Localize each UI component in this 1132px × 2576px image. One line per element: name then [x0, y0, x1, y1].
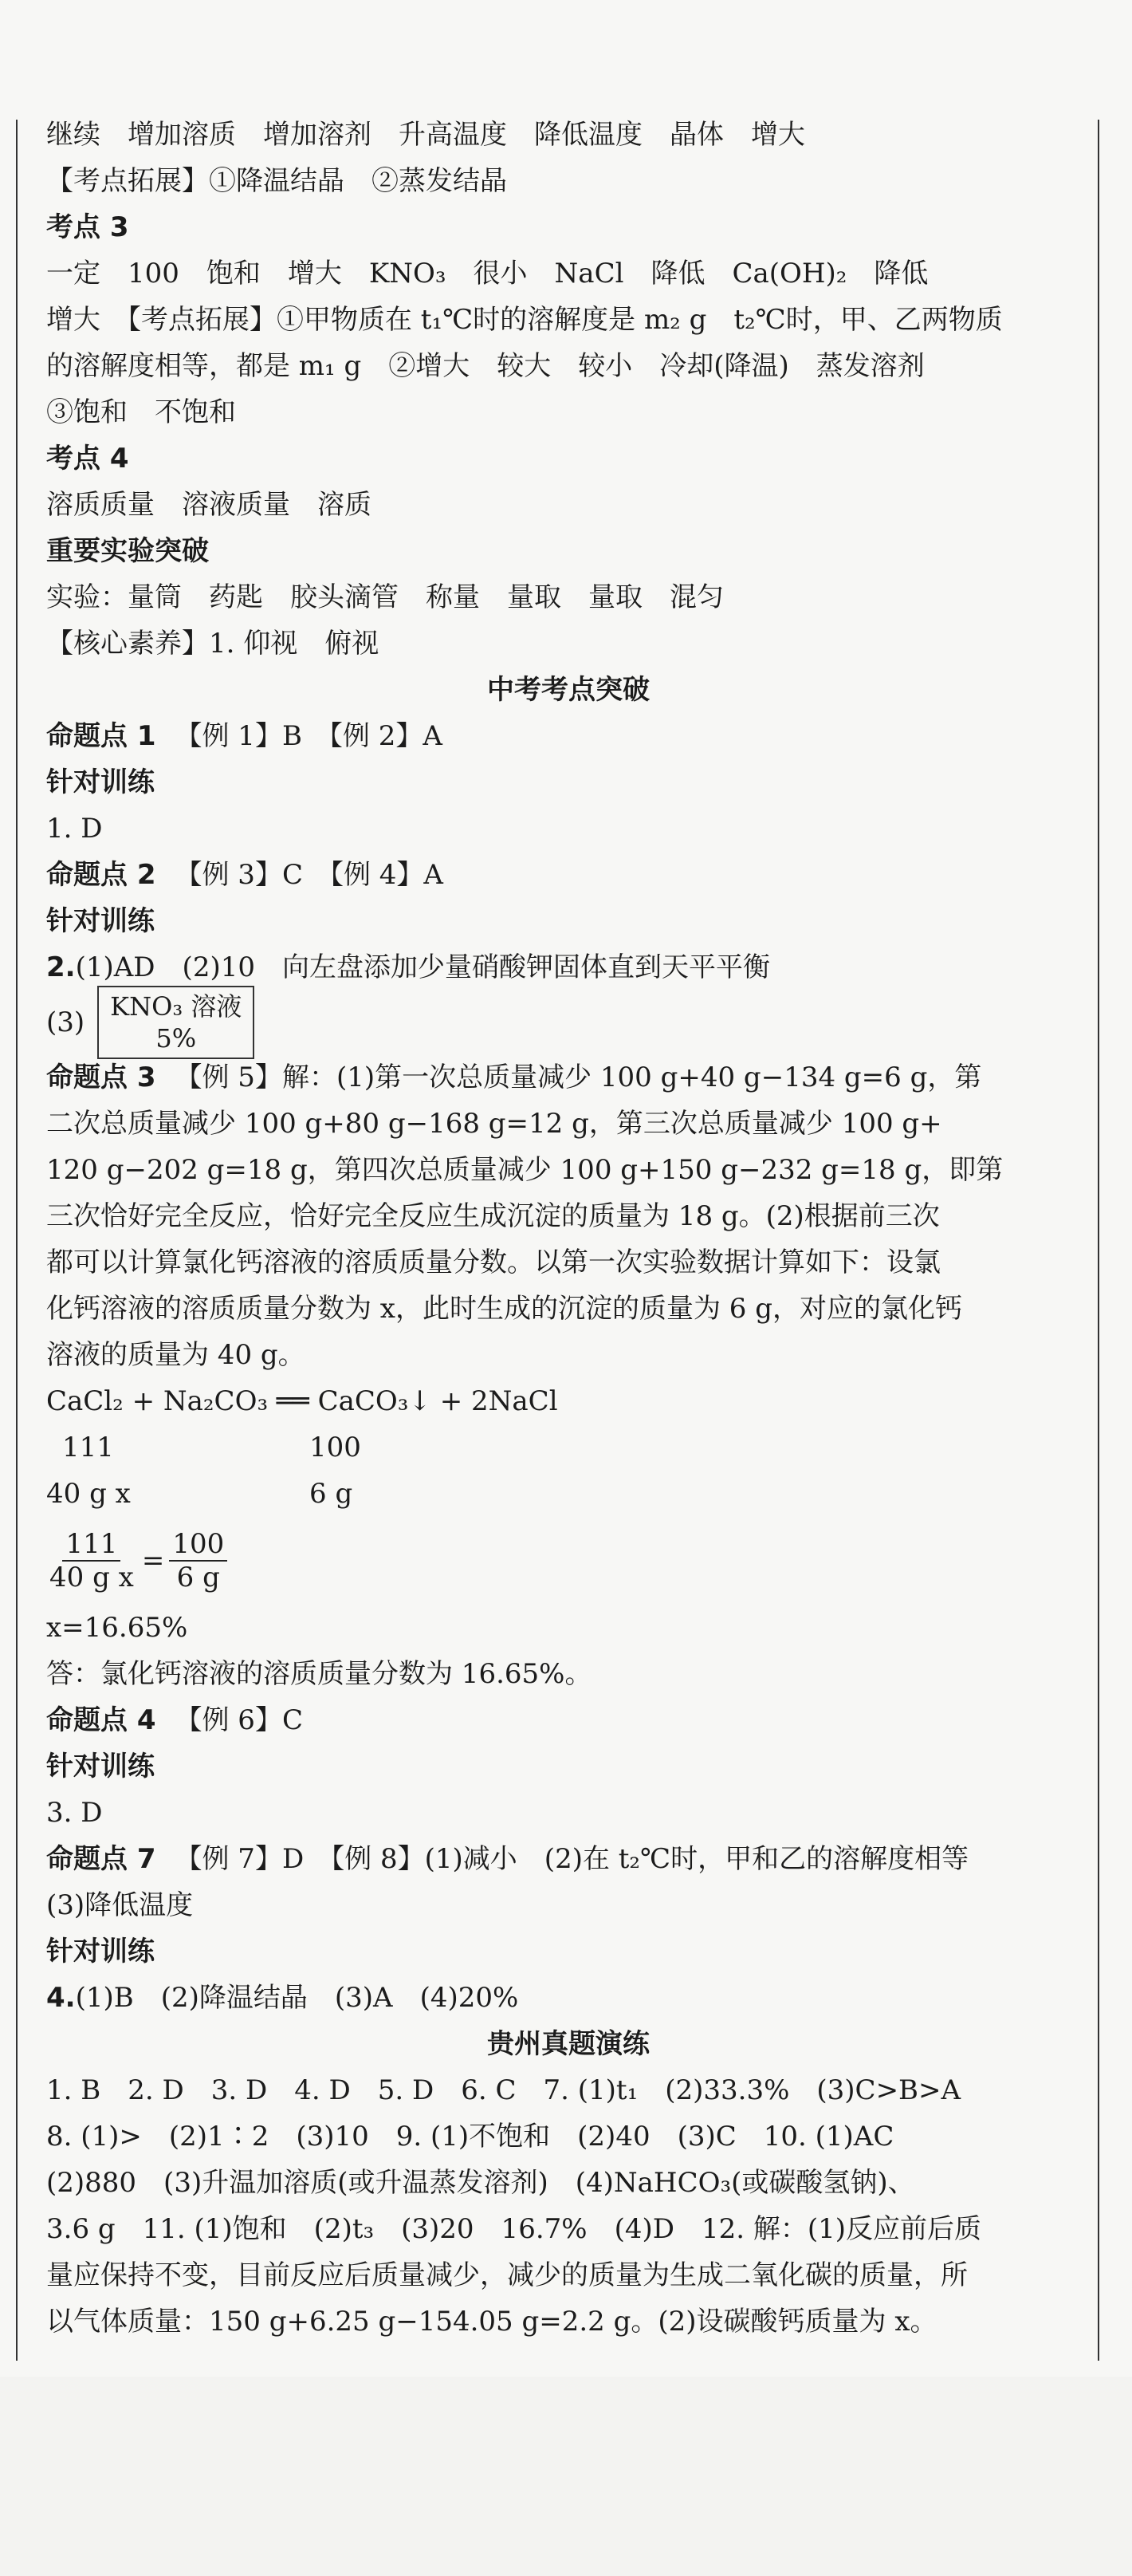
text-line: 量应保持不变，目前反应后质量减少，减少的质量为生成二氧化碳的质量，所: [46, 2259, 968, 2291]
item-text: (1)B (2)降温结晶 (3)A (4)20%: [75, 1982, 519, 2014]
proportion: [46, 1517, 1091, 1605]
fraction-numerator: 100: [169, 1528, 227, 1562]
eq-value: 40 g x: [46, 1478, 131, 1510]
item-number: 4.: [46, 1982, 76, 2014]
topic-label: 命题点 1: [46, 720, 156, 752]
fraction: [169, 1528, 227, 1593]
chemical-equation: CaCl₂ + Na₂CO₃ ══ CaCO₃↓ + 2NaCl: [46, 1385, 558, 1417]
topic-text: 【例 1】B 【例 2】A: [175, 720, 442, 752]
eq-value: 100: [309, 1432, 361, 1463]
text-line: [46, 852, 1091, 898]
left-margin-rule: [16, 120, 18, 2361]
text-line: 二次总质量减少 100 g+80 g−168 g=12 g，第三次总质量减少 100 g+: [46, 1108, 942, 1140]
section-heading: 针对训练: [46, 1936, 155, 1967]
topic-text: 【例 3】C 【例 4】A: [175, 859, 443, 891]
section-title: 中考考点突破: [487, 674, 650, 706]
text-line: 增大 【考点拓展】①甲物质在 t₁℃时的溶解度是 m₂ g t₂℃时，甲、乙两物质: [46, 304, 1003, 336]
text-line: 【核心素养】1. 仰视 俯视: [46, 628, 379, 660]
text-line: 溶液的质量为 40 g。: [46, 1339, 305, 1371]
text-line: [46, 1836, 1091, 1882]
text-line: 1. D: [46, 813, 103, 845]
text-line: (2)880 (3)升温加溶质(或升温蒸发溶剂) (4)NaHCO₃(或碳酸氢钠)、: [46, 2167, 915, 2199]
eq-value: 111: [62, 1432, 114, 1463]
text-line: 都可以计算氯化钙溶液的溶质质量分数。以第一次实验数据计算如下：设氯: [46, 1247, 941, 1278]
text-line: 溶质质量 溶液质量 溶质: [46, 489, 371, 521]
text-line: 3. D: [46, 1797, 103, 1829]
topic-label: 命题点 2: [46, 859, 156, 891]
answer-content: [46, 112, 1091, 2345]
equals-sign: =: [141, 1545, 165, 1577]
section-heading: 考点 4: [46, 443, 129, 475]
text-line: [46, 1697, 1091, 1743]
fraction-denominator: 40 g x: [49, 1562, 134, 1593]
section-title: 贵州真题演练: [487, 2028, 650, 2060]
topic-label: 命题点 4: [46, 1704, 156, 1736]
box-top-text: KNO₃ 溶液: [110, 991, 242, 1022]
fraction-denominator: 6 g: [176, 1562, 220, 1593]
eq-value: 6 g: [309, 1478, 353, 1510]
text-line: 3.6 g 11. (1)饱和 (2)t₃ (3)20 16.7% (4)D 12. 解：(1)反应前后质: [46, 2213, 982, 2245]
fraction: [46, 1528, 137, 1593]
text-line: 继续 增加溶质 增加溶剂 升高温度 降低温度 晶体 增大: [46, 119, 805, 151]
section-heading: 针对训练: [46, 766, 155, 798]
text-line: 【考点拓展】①降温结晶 ②蒸发结晶: [46, 165, 507, 197]
text-line: 三次恰好完全反应，恰好完全反应生成沉淀的质量为 18 g。(2)根据前三次: [46, 1200, 940, 1232]
text-line: ③饱和 不饱和: [46, 396, 236, 428]
text-line: 1. B 2. D 3. D 4. D 5. D 6. C 7. (1)t₁ (2)33.3% (3)C>B>A: [46, 2074, 961, 2106]
section-heading: 重要实验突破: [46, 535, 209, 567]
text-line: [46, 713, 1091, 759]
right-margin-rule: [1098, 120, 1099, 2361]
section-heading: 考点 3: [46, 211, 129, 243]
equation-row: [46, 1471, 1091, 1517]
result-line: x=16.65%: [46, 1612, 188, 1644]
text-line: 以气体质量：150 g+6.25 g−154.05 g=2.2 g。(2)设碳酸钙质量为 x。: [46, 2306, 937, 2338]
text-line: [46, 1975, 1091, 2021]
topic-text: 【例 7】D 【例 8】(1)减小 (2)在 t₂℃时，甲和乙的溶解度相等: [175, 1843, 969, 1875]
equation-row: [46, 1424, 1091, 1471]
text-line: 的溶解度相等，都是 m₁ g ②增大 较大 较小 冷却(降温) 蒸发溶剂: [46, 350, 925, 382]
text-line: 120 g−202 g=18 g，第四次总质量减少 100 g+150 g−232 g=18 g，即第: [46, 1154, 1004, 1186]
text-line: 一定 100 饱和 增大 KNO₃ 很小 NaCl 降低 Ca(OH)₂ 降低: [46, 258, 929, 290]
text-line: [46, 1054, 1091, 1101]
topic-text: 【例 6】C: [175, 1704, 303, 1736]
section-heading: 针对训练: [46, 1751, 155, 1782]
topic-text: 【例 5】解：(1)第一次总质量减少 100 g+40 g−134 g=6 g，第: [175, 1062, 982, 1093]
section-heading: 针对训练: [46, 905, 155, 937]
text-line: 化钙溶液的溶质质量分数为 x，此时生成的沉淀的质量为 6 g，对应的氯化钙: [46, 1293, 962, 1325]
blank-footer-area: [0, 2377, 1132, 2576]
text-line: 8. (1)> (2)1∶2 (3)10 9. (1)不饱和 (2)40 (3)C 10. (1)AC: [46, 2121, 894, 2153]
text-line: 实验：量筒 药匙 胶头滴管 称量 量取 量取 混匀: [46, 581, 724, 613]
answer-line: 答：氯化钙溶液的溶质质量分数为 16.65%。: [46, 1658, 592, 1690]
topic-label: 命题点 3: [46, 1062, 156, 1093]
reagent-label-box: [97, 986, 254, 1059]
label-box-line: [46, 991, 1091, 1054]
box-prefix: (3): [46, 1006, 85, 1038]
text-line: (3)降低温度: [46, 1889, 194, 1921]
box-bottom-text: 5%: [155, 1023, 197, 1054]
fraction-numerator: 111: [62, 1528, 120, 1562]
item-text: (1)AD (2)10 向左盘添加少量硝酸钾固体直到天平平衡: [75, 951, 770, 983]
text-line: [46, 944, 1091, 991]
item-number: 2.: [46, 951, 76, 983]
topic-label: 命题点 7: [46, 1843, 156, 1875]
